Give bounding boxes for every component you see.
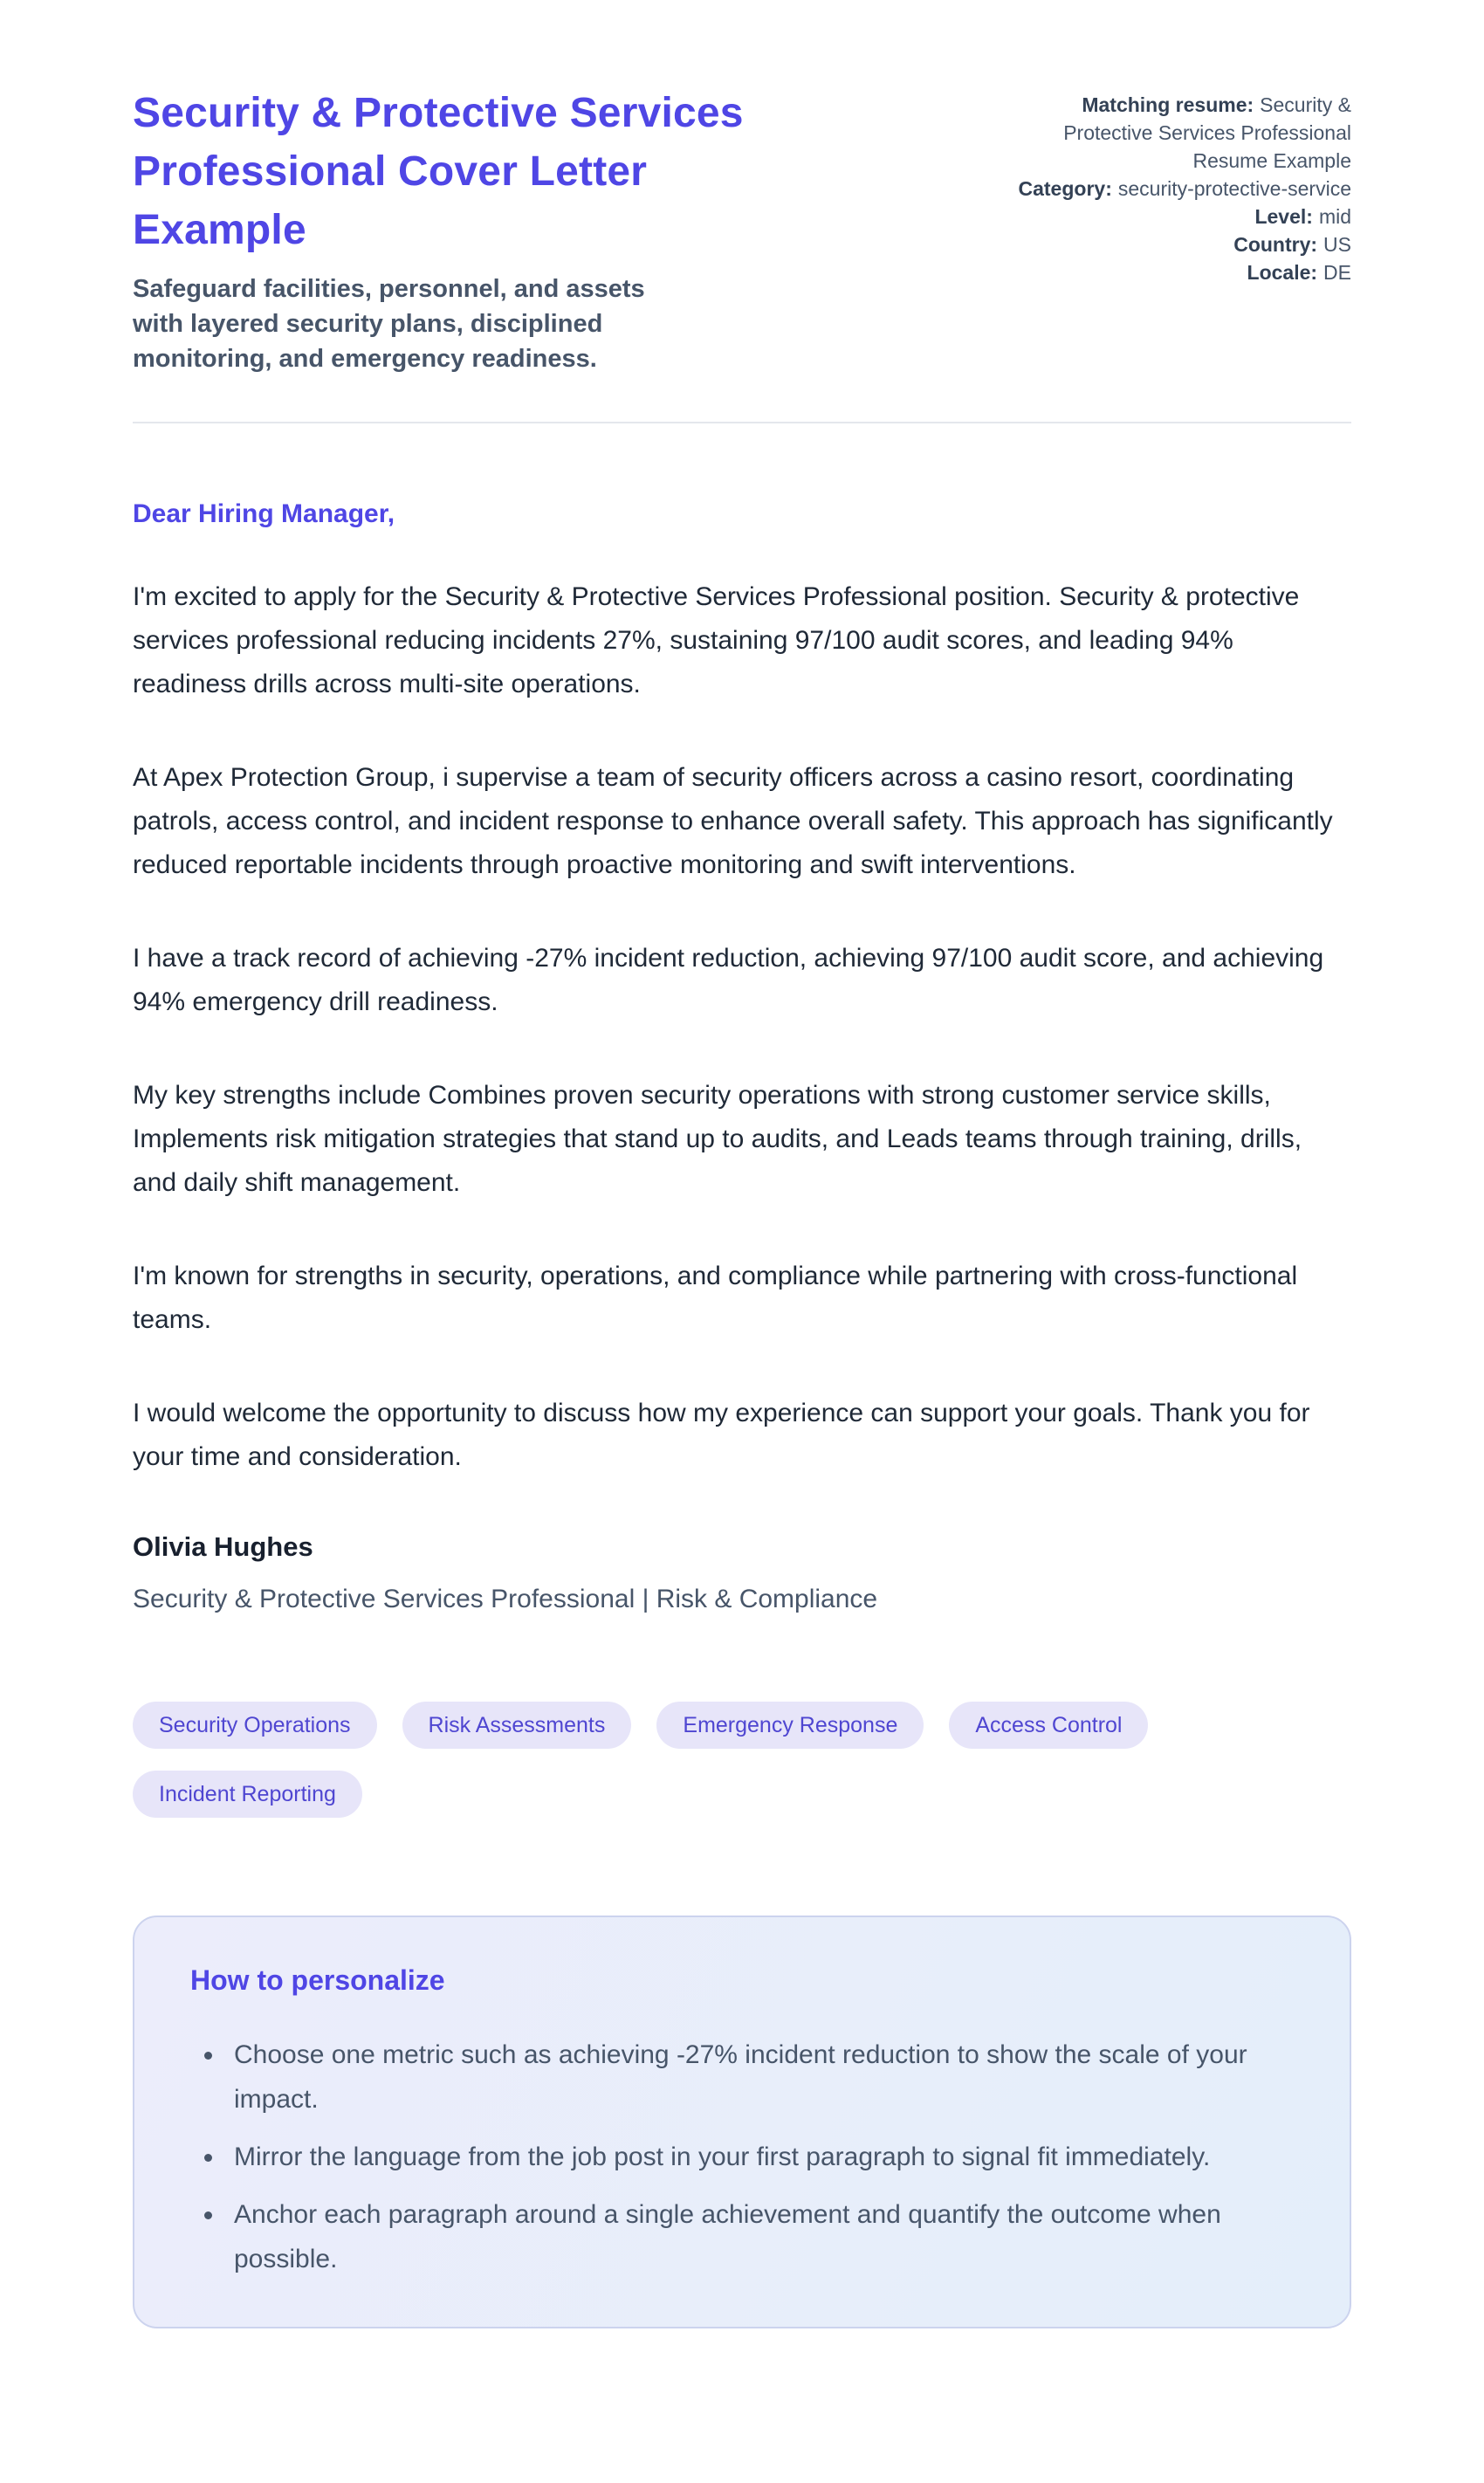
header-title-block [133,84,958,376]
signature-block [133,1529,1351,1618]
meta-value: US [1323,233,1351,256]
letter-paragraph-4: My key strengths include Combines proven security operations with strong customer service skills, Implements risk mitigation strategies that stand up to audits, and Leads teams through training, drills, and daily shift management. [133,1081,1302,1197]
meta-value: security-protective-service [1117,177,1351,200]
meta-label: Country: [1233,233,1318,256]
header-divider [133,422,1351,423]
meta-label: Category: [1018,177,1112,200]
letter-paragraph-1: I'm excited to apply for the Security & Protective Services Professional position. Security & protective services professional reducing incidents 27%, sustaining 97/100 audit scores, and leading 94% readiness drills across multi-site operations. [133,582,1300,698]
tag-pill-emergency-response[interactable]: Emergency Response [656,1702,924,1749]
signature-role: Security & Protective Services Professional | Risk & Compliance [133,1585,878,1613]
meta-panel [993,84,1351,286]
letter-paragraph-2: At Apex Protection Group, i supervise a team of security officers across a casino resort, coordinating patrols, access control, and incident response to enhance overall safety. This approach has significantly reduced reportable incidents through proactive monitoring and swift interventions. [133,763,1333,879]
meta-value: Security & Protective Services Professional Resume Example [1063,93,1351,172]
greeting: Dear Hiring Manager, [133,499,395,528]
meta-value: DE [1323,261,1351,284]
signature-name: Olivia Hughes [133,1531,313,1562]
letter-paragraph-3: I have a track record of achieving -27% incident reduction, achieving 97/100 audit score, and achieving 94% emergency drill readiness. [133,944,1324,1016]
letter-paragraph-5: I'm known for strengths in security, operations, and compliance while partnering with cross-functional teams. [133,1262,1298,1334]
meta-value: mid [1318,205,1351,228]
meta-country [993,230,1351,258]
meta-label: Level: [1254,205,1313,228]
meta-label: Locale: [1247,261,1318,284]
personalize-heading: How to personalize [190,1964,445,1996]
tag-pill-security-operations[interactable]: Security Operations [133,1702,377,1749]
meta-level [993,203,1351,230]
tag-pill-risk-assessments[interactable]: Risk Assessments [402,1702,632,1749]
personalize-tip-2: • Mirror the language from the job post in your first paragraph to signal fit immediately. [225,2135,1294,2179]
personalize-tip-3: • Anchor each paragraph around a single achievement and quantify the outcome when possible. [225,2192,1294,2281]
meta-matching-resume [993,91,1351,175]
personalize-box [133,1916,1351,2328]
meta-category [993,175,1351,203]
personalize-tip-list [190,2032,1294,2281]
page-title: Security & Protective Services Professional Cover Letter Example [133,90,744,253]
page-subtitle: Safeguard facilities, personnel, and assets with layered security plans, disciplined monitoring, and emergency readiness. [133,275,645,373]
meta-locale [993,258,1351,286]
tag-pill-incident-reporting[interactable]: Incident Reporting [133,1771,362,1818]
meta-label: Matching resume: [1082,93,1254,116]
letter-paragraph-6: I would welcome the opportunity to discuss how my experience can support your goals. Thank you for your time and consideration. [133,1399,1310,1471]
cover-letter-body [133,495,1351,1618]
personalize-tip-1: • Choose one metric such as achieving -27% incident reduction to show the scale of your impact. [225,2032,1294,2122]
tag-list [133,1702,1351,1818]
page-header [133,84,1351,376]
tag-pill-access-control[interactable]: Access Control [949,1702,1148,1749]
